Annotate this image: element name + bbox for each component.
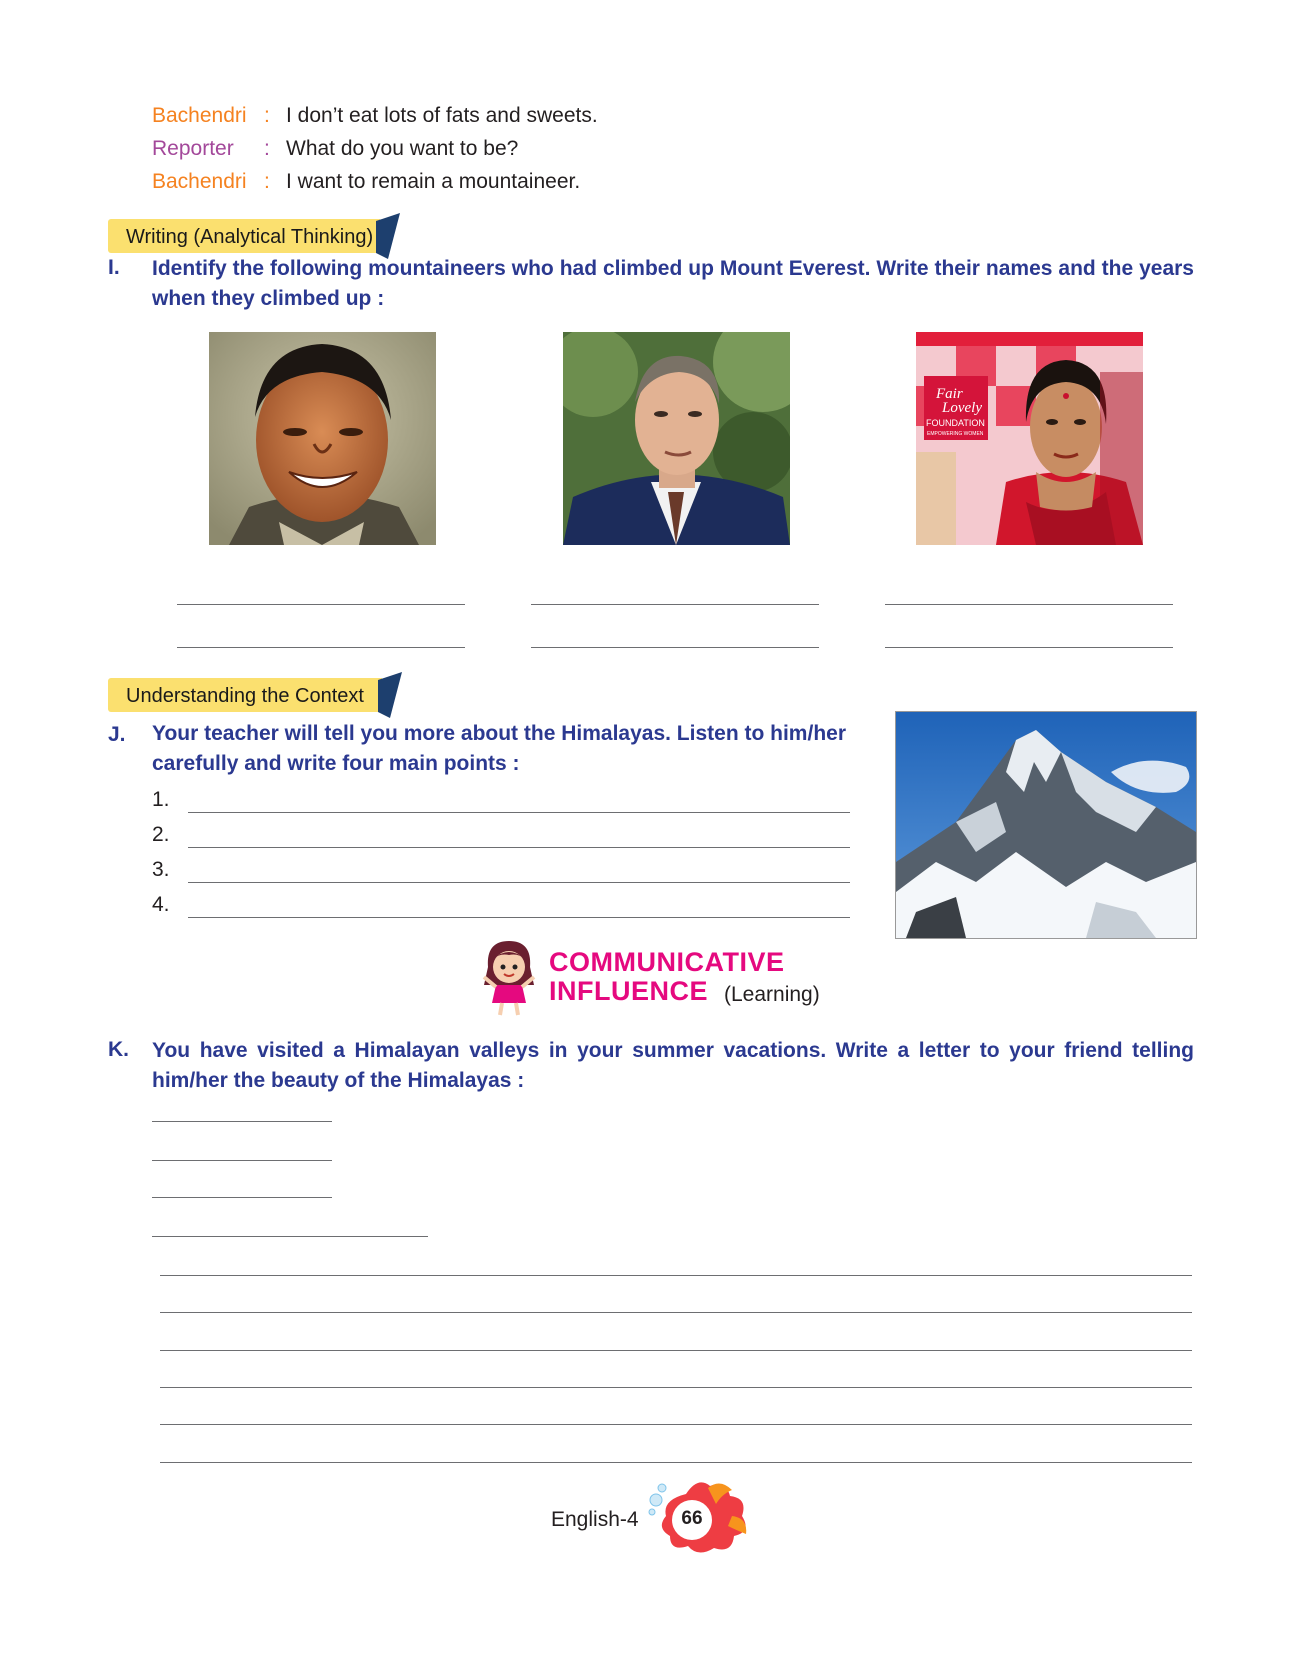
question-text: Identify the following mountaineers who had climbed up Mount Everest. Write their names and the years when they climbed up : bbox=[152, 257, 1194, 310]
list-number: 1. bbox=[152, 788, 170, 811]
dialogue-text: I don’t eat lots of fats and sweets. bbox=[286, 104, 598, 127]
letter-line[interactable] bbox=[160, 1275, 1192, 1276]
sign-text: FOUNDATION bbox=[926, 418, 985, 428]
speaker-name: Bachendri bbox=[152, 104, 247, 127]
section-banner-writing bbox=[108, 219, 398, 253]
section-title: Understanding the Context bbox=[126, 685, 364, 707]
section-title: Writing (Analytical Thinking) bbox=[126, 226, 374, 248]
mountaineer-photo-1 bbox=[209, 332, 436, 545]
address-line[interactable] bbox=[152, 1160, 332, 1161]
everest-photo bbox=[895, 711, 1197, 939]
dialogue-text: I want to remain a mountaineer. bbox=[286, 170, 581, 193]
sign-text: Lovely bbox=[942, 400, 982, 416]
answer-line[interactable] bbox=[188, 812, 850, 813]
address-line[interactable] bbox=[152, 1236, 428, 1237]
question-label: K. bbox=[108, 1038, 129, 1061]
answer-line[interactable] bbox=[531, 647, 819, 648]
answer-line[interactable] bbox=[188, 882, 850, 883]
speaker-colon: : bbox=[264, 137, 270, 160]
speaker-colon: : bbox=[264, 104, 270, 127]
dialogue-text: What do you want to be? bbox=[286, 137, 519, 160]
list-number: 3. bbox=[152, 858, 170, 881]
list-number: 2. bbox=[152, 823, 170, 846]
question-text: Your teacher will tell you more about the Himalayas. Listen to him/her carefully and write four main points : bbox=[152, 722, 846, 775]
speaker-name: Bachendri bbox=[152, 170, 247, 193]
answer-line[interactable] bbox=[188, 847, 850, 848]
letter-line[interactable] bbox=[160, 1387, 1192, 1388]
answer-line[interactable] bbox=[885, 647, 1173, 648]
question-label: I. bbox=[108, 256, 120, 279]
question-text: You have visited a Himalayan valleys in your summer vacations. Write a letter to your friend telling him/her the beauty of the Himalayas : bbox=[152, 1039, 1194, 1092]
banner-flag-icon bbox=[376, 213, 400, 259]
answer-line[interactable] bbox=[177, 604, 465, 605]
letter-line[interactable] bbox=[160, 1462, 1192, 1463]
girl-mascot-icon bbox=[478, 937, 540, 1017]
answer-line[interactable] bbox=[531, 604, 819, 605]
question-label: J. bbox=[108, 723, 126, 746]
list-number: 4. bbox=[152, 893, 170, 916]
speaker-colon: : bbox=[264, 170, 270, 193]
sign-text: EMPOWERING WOMEN bbox=[927, 431, 984, 437]
communicative-title: COMMUNICATIVE bbox=[549, 947, 785, 977]
letter-line[interactable] bbox=[160, 1312, 1192, 1313]
mountaineer-photo-3 bbox=[916, 332, 1143, 545]
communicative-subtitle: (Learning) bbox=[724, 983, 820, 1006]
book-title: English-4 bbox=[551, 1508, 639, 1531]
letter-line[interactable] bbox=[160, 1350, 1192, 1351]
answer-line[interactable] bbox=[188, 917, 850, 918]
speaker-name: Reporter bbox=[152, 137, 234, 160]
communicative-title: INFLUENCE bbox=[549, 976, 708, 1006]
answer-line[interactable] bbox=[885, 604, 1173, 605]
banner-flag-icon bbox=[378, 672, 402, 718]
address-line[interactable] bbox=[152, 1121, 332, 1122]
mountaineer-photo-2 bbox=[563, 332, 790, 545]
answer-line[interactable] bbox=[177, 647, 465, 648]
section-banner-understanding bbox=[108, 678, 400, 712]
sign-text: Fair bbox=[936, 386, 963, 402]
page-number: 66 bbox=[681, 1508, 703, 1529]
letter-line[interactable] bbox=[160, 1424, 1192, 1425]
address-line[interactable] bbox=[152, 1197, 332, 1198]
